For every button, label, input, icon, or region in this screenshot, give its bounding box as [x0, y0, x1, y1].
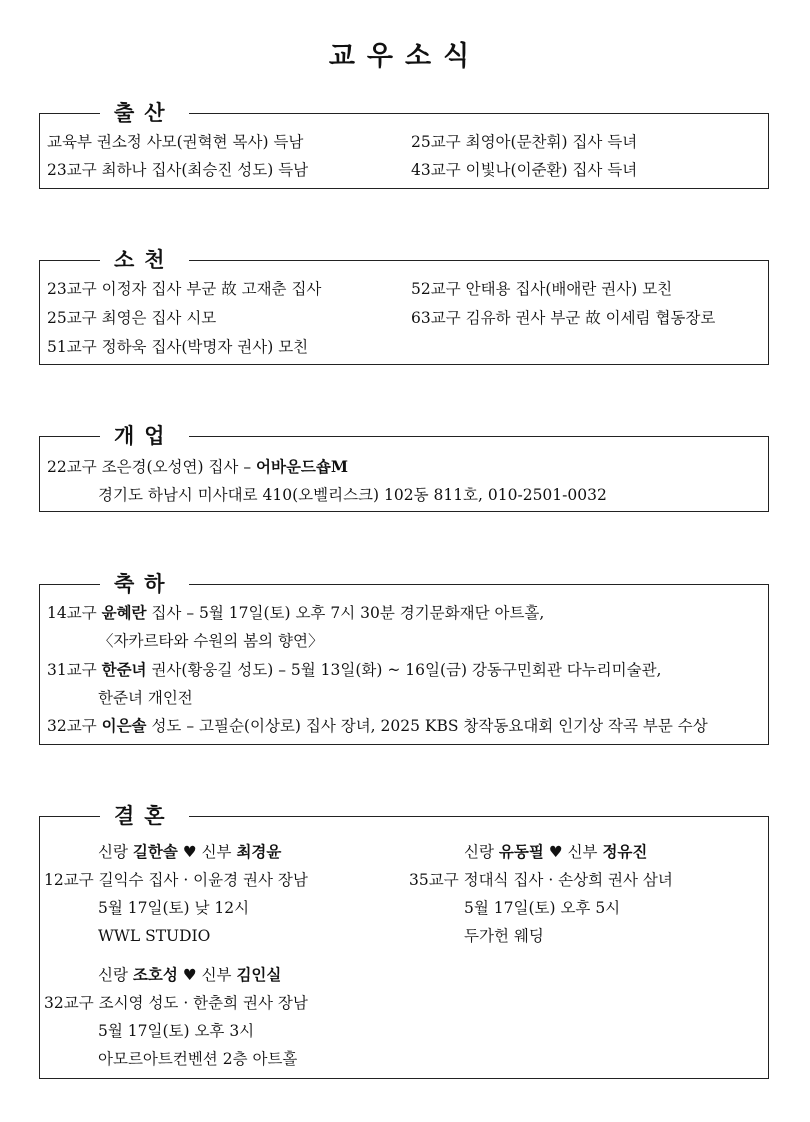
- births-item: 43교구 이빛나(이준환) 집사 득녀: [411, 161, 638, 179]
- congrats-district: 31교구: [47, 661, 102, 679]
- wedding-venue: 아모르아트컨벤션 2층 아트홀: [98, 1050, 298, 1068]
- wedding-family: 32교구 조시영 성도 · 한춘희 권사 장남: [44, 994, 308, 1012]
- page-title: 교우소식: [328, 41, 482, 72]
- births-item: 23교구 최하나 집사(최승진 성도) 득남: [47, 161, 309, 179]
- deaths-item: 52교구 안태용 집사(배애란 권사) 모친: [411, 280, 673, 298]
- opening-section: [39, 423, 769, 512]
- bride-name: 김인실: [236, 965, 282, 984]
- wedding-date: 5월 17일(토) 오후 5시: [464, 899, 621, 917]
- wedding-couple: [98, 965, 281, 985]
- wedding-couple: [464, 842, 647, 862]
- opening-heading: 개업: [100, 421, 189, 451]
- weddings-section: [39, 803, 769, 1079]
- groom-name: 조호성: [132, 965, 178, 984]
- congrats-district: 14교구: [47, 604, 102, 622]
- congrats-district: 32교구: [47, 717, 102, 735]
- congrats-item: [47, 660, 661, 680]
- congrats-detail: 집사 – 5월 17일(토) 오후 7시 30분 경기문화재단 아트홀,: [146, 604, 545, 622]
- congrats-section: [39, 571, 769, 745]
- congrats-name: 이은솔: [101, 716, 147, 735]
- opening-member: 22교구 조은경(오성연) 집사 –: [47, 458, 257, 476]
- deaths-item: 63교구 김유하 권사 부군 故 이세림 협동장로: [411, 309, 716, 327]
- congrats-item: [47, 716, 708, 736]
- wedding-date: 5월 17일(토) 오후 3시: [98, 1022, 255, 1040]
- congrats-heading: 축하: [100, 569, 189, 599]
- births-heading: 출산: [100, 98, 189, 128]
- congrats-detail-cont: 〈자카르타와 수원의 봄의 향연〉: [98, 632, 324, 650]
- heart-icon: ♥: [182, 843, 197, 861]
- congrats-name: 한준녀: [101, 660, 147, 679]
- congrats-name: 윤혜란: [101, 603, 147, 622]
- deaths-item: 23교구 이정자 집사 부군 故 고재춘 집사: [47, 280, 322, 298]
- congrats-item: [47, 603, 544, 623]
- deaths-item: 51교구 정하욱 집사(박명자 권사) 모친: [47, 338, 309, 356]
- wedding-family: 35교구 정대식 집사 · 손상희 권사 삼녀: [409, 871, 673, 889]
- births-section: [39, 100, 769, 189]
- bride-name: 정유진: [602, 842, 648, 861]
- bride-label: 신부: [196, 843, 237, 861]
- heart-icon: ♥: [548, 843, 563, 861]
- weddings-heading: 결혼: [100, 801, 189, 831]
- opening-shop-name: 어바운드숍M: [256, 457, 349, 476]
- groom-name: 유동필: [498, 842, 544, 861]
- bride-name: 최경윤: [236, 842, 282, 861]
- groom-label: 신랑: [464, 843, 499, 861]
- bride-label: 신부: [196, 966, 237, 984]
- deaths-section: [39, 247, 769, 365]
- opening-address: 경기도 하남시 미사대로 410(오벨리스크) 102동 811호, 010-2501-0032: [98, 486, 607, 504]
- groom-label: 신랑: [98, 966, 133, 984]
- deaths-item: 25교구 최영은 집사 시모: [47, 309, 217, 327]
- congrats-detail: 성도 – 고필순(이상로) 집사 장녀, 2025 KBS 창작동요대회 인기상 작곡 부문 수상: [146, 717, 708, 735]
- opening-line-1: [47, 457, 348, 477]
- heart-icon: ♥: [182, 966, 197, 984]
- bride-label: 신부: [562, 843, 603, 861]
- wedding-couple: [98, 842, 281, 862]
- congrats-detail-cont: 한준녀 개인전: [98, 689, 193, 707]
- wedding-date: 5월 17일(토) 낮 12시: [98, 899, 250, 917]
- wedding-venue: 두가헌 웨딩: [464, 927, 544, 945]
- congrats-detail: 권사(황웅길 성도) – 5월 13일(화) ~ 16일(금) 강동구민회관 다누리미술관,: [146, 661, 662, 679]
- wedding-venue: WWL STUDIO: [98, 927, 211, 945]
- births-item: 25교구 최영아(문찬휘) 집사 득녀: [411, 133, 638, 151]
- wedding-family: 12교구 길익수 집사 · 이윤경 권사 장남: [44, 871, 308, 889]
- groom-label: 신랑: [98, 843, 133, 861]
- deaths-heading: 소천: [100, 245, 189, 275]
- births-item: 교육부 권소정 사모(권혁현 목사) 득남: [47, 133, 304, 151]
- groom-name: 길한솔: [132, 842, 178, 861]
